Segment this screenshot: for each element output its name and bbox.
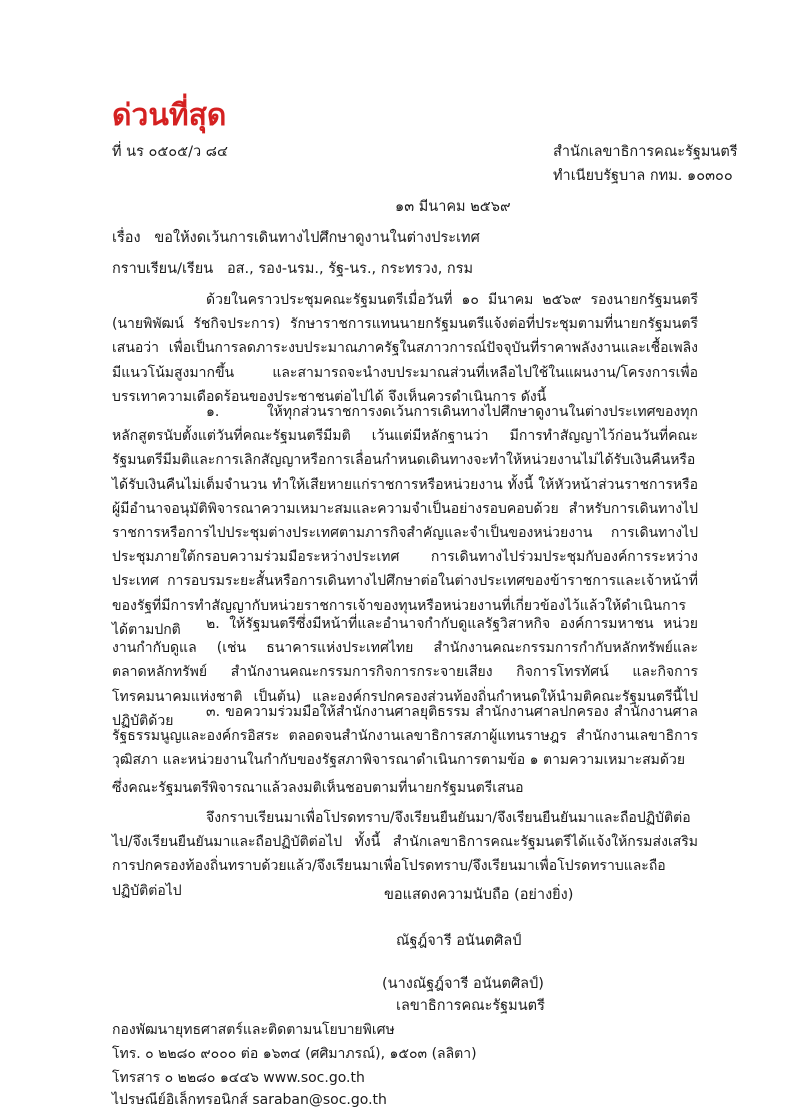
document-date: ๑๓ มีนาคม ๒๕๖๙ <box>395 199 511 215</box>
subject-line <box>112 228 480 248</box>
body-item-3: ๓. ขอความร่วมมือให้สำนักงานศาลยุติธรรม สำนักงานศาลปกครอง สำนักงานศาลรัฐธรรมนูญและองค์กรอิสระ ตลอดจนสำนักงานเลขาธิการสภาผู้แทนราษฎร สำนักงานเลขาธิการวุฒิสภา และหน่วยงานในกำกับของรัฐสภาพิจารณาดำเนินการตามข้อ ๑ ตามความเหมาะสมด้วย <box>112 704 698 769</box>
subject-text: ขอให้งดเว้นการเดินทางไปศึกษาดูงานในต่างประเทศ <box>154 230 480 246</box>
footer-fax: โทรสาร ๐ ๒๒๘๐ ๑๔๔๖ www.soc.go.th <box>112 1070 365 1086</box>
body-closing: จึงกราบเรียนมาเพื่อโปรดทราบ/จึงเรียนยืนยันมา/จึงเรียนยืนยันมาและถือปฏิบัติต่อไป/จึงเรียนยืนยันมาและถือปฏิบัติต่อไป ทั้งนี้ สำนักเลขาธิการคณะรัฐมนตรีได้แจ้งให้กรมส่งเสริมการปกครองท้องถิ่นทราบด้วยแล้ว/จึงเรียนมาเพื่อโปรดทราบ/จึงเรียนมาเพื่อโปรดทราบและถือปฏิบัติต่อไป <box>112 810 698 899</box>
recipient-label: กราบเรียน/เรียน <box>112 261 214 277</box>
urgency-heading: ด่วนที่สุด <box>112 98 227 133</box>
body-item-1: ๑. ให้ทุกส่วนราชการงดเว้นการเดินทางไปศึกษาดูงานในต่างประเทศของทุกหลักสูตรนับตั้งแต่วันที่คณะรัฐมนตรีมีมติ เว้นแต่มีหลักฐานว่า มีการทำสัญญาไว้ก่อนวันที่คณะรัฐมนตรีมีมติและการเลิกสัญญาหรือการเลื่อนกำหนดเดินทางจะทำให้หน่วยงานไม่ได้รับเงินคืนหรือได้รับเงินคืนไม่เต็มจำนวน ทำให้เสียหายแก่ราชการหรือหน่วยงาน ทั้งนี้ ให้หัวหน้าส่วนราชการหรือผู้มีอำนาจอนุมัติพิจารณาความเหมาะสมและความจำเป็นอย่างรอบคอบด้วย สำหรับการเดินทางไปราชการหรือการไปประชุมต่างประเทศตามภารกิจสำคัญและจำเป็นของหน่วยงาน การเดินทางไปประชุมภายใต้กรอบความร่วมมือระหว่างประเทศ การเดินทางไปร่วมประชุมกับองค์การระหว่างประเทศ การอบรมระยะสั้นหรือการเดินทางไปศึกษาต่อในต่างประเทศของข้าราชการและเจ้าหน้าที่ของรัฐที่มีการทำสัญญากับหน่วยราชการเจ้าของทุนหรือหน่วยงานที่เกี่ยวข้องไว้แล้วให้ดำเนินการได้ตามปกติ <box>112 404 698 638</box>
footer-email: ไปรษณีย์อิเล็กทรอนิกส์ saraban@soc.go.th <box>112 1092 387 1108</box>
recipient-text: อส., รอง-นรม., รัฐ-นร., กระทรวง, กรม <box>226 261 474 277</box>
document-number: ที่ นร ๐๕๐๕/ว ๘๔ <box>112 144 228 160</box>
body-item-2: ๒. ให้รัฐมนตรีซึ่งมีหน้าที่และอำนาจกำกับดูแลรัฐวิสาหกิจ องค์การมหาชน หน่วยงานกำกับดูแล (เช่น ธนาคารแห่งประเทศไทย สำนักงานคณะกรรมการกำกับหลักทรัพย์และตลาดหลักทรัพย์ สำนักงานคณะกรรมการกิจการกระจายเสียง กิจการโทรทัศน์ และกิจการโทรคมนาคมแห่งชาติ เป็นต้น) และองค์กรปกครองส่วนท้องถิ่นกำหนดให้นำมติคณะรัฐมนตรีนี้ไปปฏิบัติด้วย <box>112 616 698 729</box>
signed-name: ณัฐฎ์จารี อนันตศิลป์ <box>396 933 522 949</box>
subject-label: เรื่อง <box>112 230 141 246</box>
printed-name: (นางณัฐฎ์จารี อนันตศิลป์) <box>382 976 544 992</box>
footer-division: กองพัฒนายุทธศาสตร์และติดตามนโยบายพิเศษ <box>112 1022 395 1038</box>
body-intro: ด้วยในคราวประชุมคณะรัฐมนตรีเมื่อวันที่ ๑๐ มีนาคม ๒๕๖๙ รองนายกรัฐมนตรี (นายพิพัฒน์ รัชกิจประการ) รักษาราชการแทนนายกรัฐมนตรีแจ้งต่อที่ประชุมตามที่นายกรัฐมนตรีเสนอว่า เพื่อเป็นการลดภาระงบประมาณภาครัฐในสภาวการณ์ปัจจุบันที่ราคาพลังงานและเชื้อเพลิงมีแนวโน้มสูงมากขึ้น และสามารถจะนำงบประมาณส่วนที่เหลือไปใช้ในแผนงาน/โครงการเพื่อบรรเทาความเดือดร้อนของประชาชนต่อไปได้ จึงเห็นควรดำเนินการ ดังนี้ <box>112 292 698 405</box>
closing-regards: ขอแสดงความนับถือ (อย่างยิ่ง) <box>384 887 574 903</box>
recipient-line <box>112 259 473 279</box>
body-resolution: ซึ่งคณะรัฐมนตรีพิจารณาแล้วลงมติเห็นชอบตามที่นายกรัฐมนตรีเสนอ <box>112 780 524 796</box>
signer-position: เลขาธิการคณะรัฐมนตรี <box>396 998 545 1014</box>
footer-phone: โทร. ๐ ๒๒๘๐ ๙๐๐๐ ต่อ ๑๖๓๔ (ศศิมาภรณ์), ๑๕๐๓ (ลลิตา) <box>112 1046 477 1062</box>
office-address: ทำเนียบรัฐบาล กทม. ๑๐๓๐๐ <box>553 168 733 184</box>
office-name: สำนักเลขาธิการคณะรัฐมนตรี <box>553 144 738 160</box>
